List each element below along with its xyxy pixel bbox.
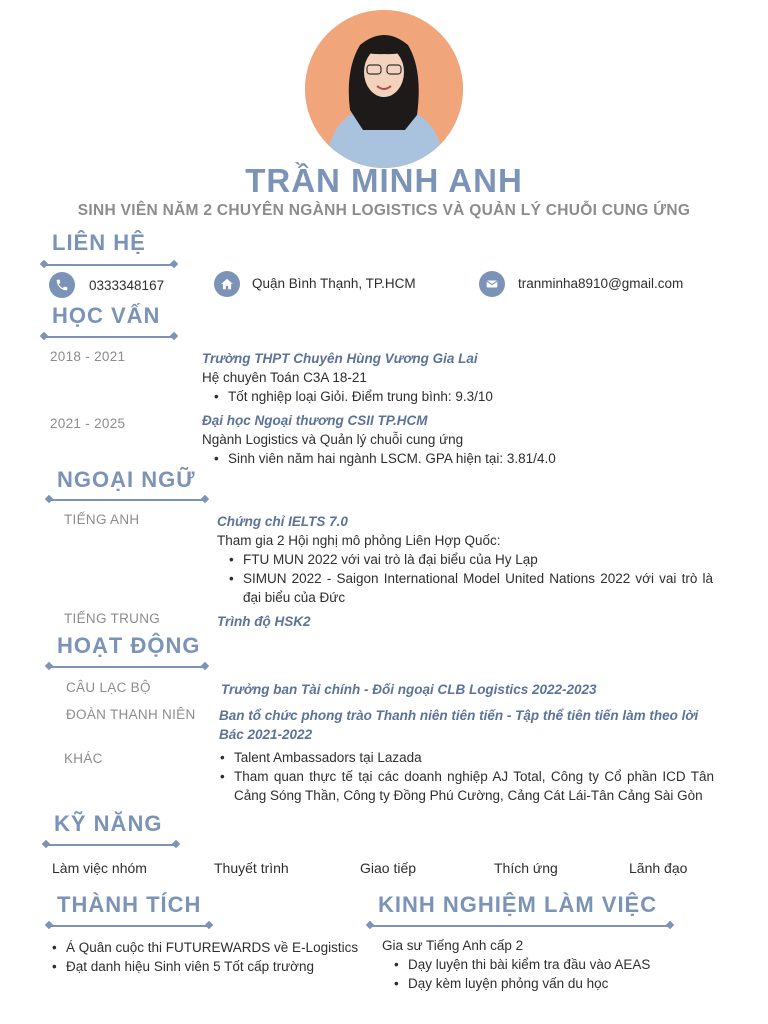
phone-icon <box>49 272 75 298</box>
job-subtitle: SINH VIÊN NĂM 2 CHUYÊN NGÀNH LOGISTICS VÀ QUẢN LÝ CHUỖI CUNG ỨNG <box>77 202 691 219</box>
heading-activities: HOẠT ĐỘNG <box>57 633 201 658</box>
skill-3: Giao tiếp <box>360 860 417 876</box>
other-item-2: • Tham quan thực tế tại các doanh nghiệp AJ Total, Công ty Cổ phần ICD Tân Cảng Sóng Thần, Công ty Đồng Phú Cường, Cảng Cát Lái-Tân Cảng Sài Gòn <box>220 767 714 805</box>
school-name-2: Đại học Ngoại thương CSII TP.HCM <box>202 413 428 428</box>
english-item-1: • FTU MUN 2022 với vai trò là đại biểu của Hy Lạp <box>229 550 713 569</box>
education-entry-2 <box>202 411 722 468</box>
english-item-2: • SIMUN 2022 - Saigon International Model United Nations 2022 với vai trò là đại biểu của Đức <box>229 569 713 607</box>
heading-experience: KINH NGHIỆM LÀM VIỆC <box>378 892 658 917</box>
email-icon <box>479 271 505 297</box>
other-label: KHÁC <box>64 751 103 766</box>
education-detail-1: • Tốt nghiệp loại Giỏi. Điểm trung bình: 9.3/10 <box>214 387 722 406</box>
email-address[interactable]: tranminha8910@gmail.com <box>518 276 684 291</box>
program-2: Ngành Logistics và Quản lý chuỗi cung ứng <box>202 432 464 447</box>
other-item-1: • Talent Ambassadors tại Lazada <box>220 748 714 767</box>
full-name: TRẦN MINH ANH <box>245 162 523 199</box>
chinese-label: TIẾNG TRUNG <box>64 611 161 626</box>
heading-education: HỌC VẤN <box>52 303 161 328</box>
achievement-1: • Á Quân cuộc thi FUTUREWARDS về E-Logistics <box>52 938 370 957</box>
english-certificate: Chứng chỉ IELTS 7.0 <box>217 514 348 529</box>
skill-2: Thuyết trình <box>214 860 289 876</box>
education-detail-2: • Sinh viên năm hai ngành LSCM. GPA hiện tại: 3.81/4.0 <box>214 449 722 468</box>
profile-photo <box>305 10 463 168</box>
experience-title: Gia sư Tiếng Anh cấp 2 <box>382 938 524 953</box>
experience-item-2: • Dạy kèm luyện phỏng vấn du học <box>394 974 722 993</box>
youth-text: Ban tổ chức phong trào Thanh niên tiên tiến - Tập thể tiên tiến làm theo lời Bác 2021-2022 <box>219 708 699 742</box>
heading-skills-rule <box>46 844 176 846</box>
school-name-1: Trường THPT Chuyên Hùng Vương Gia Lai <box>202 351 478 366</box>
skill-4: Thích ứng <box>494 860 558 876</box>
club-label: CÂU LẠC BỘ <box>66 680 151 695</box>
heading-contact-rule <box>44 264 174 266</box>
program-1: Hệ chuyên Toán C3A 18-21 <box>202 370 367 385</box>
heading-activities-rule <box>49 666 205 668</box>
english-label: TIẾNG ANH <box>64 512 140 527</box>
address: Quận Bình Thạnh, TP.HCM <box>252 276 416 291</box>
english-note: Tham gia 2 Hội nghị mô phỏng Liên Hợp Quốc: <box>217 533 501 548</box>
english-entry <box>217 512 713 607</box>
heading-skills: KỸ NĂNG <box>54 811 163 836</box>
heading-achievements: THÀNH TÍCH <box>57 892 202 917</box>
chinese-certificate: Trình độ HSK2 <box>217 614 311 629</box>
heading-languages: NGOẠI NGỮ <box>57 467 196 492</box>
home-icon <box>214 271 240 297</box>
skill-1: Làm việc nhóm <box>52 860 147 876</box>
other-entry <box>208 748 714 805</box>
achievements-list <box>40 938 370 976</box>
heading-experience-rule <box>370 925 670 927</box>
heading-contact: LIÊN HỆ <box>52 230 146 255</box>
achievement-2: • Đạt danh hiệu Sinh viên 5 Tốt cấp trường <box>52 957 370 976</box>
heading-achievements-rule <box>49 925 209 927</box>
skill-5: Lãnh đạo <box>629 860 688 876</box>
experience-item-1: • Dạy luyện thi bài kiểm tra đầu vào AEAS <box>394 955 722 974</box>
heading-education-rule <box>44 336 174 338</box>
heading-languages-rule <box>49 499 205 501</box>
phone-number[interactable]: 0333348167 <box>89 278 165 293</box>
club-text: Trưởng ban Tài chính - Đối ngoại CLB Logistics 2022-2023 <box>221 682 597 697</box>
education-period-1: 2018 - 2021 <box>50 349 126 364</box>
youth-label: ĐOÀN THANH NIÊN <box>66 707 196 722</box>
experience-entry <box>382 936 722 993</box>
education-period-2: 2021 - 2025 <box>50 416 126 431</box>
education-entry-1 <box>202 349 722 406</box>
